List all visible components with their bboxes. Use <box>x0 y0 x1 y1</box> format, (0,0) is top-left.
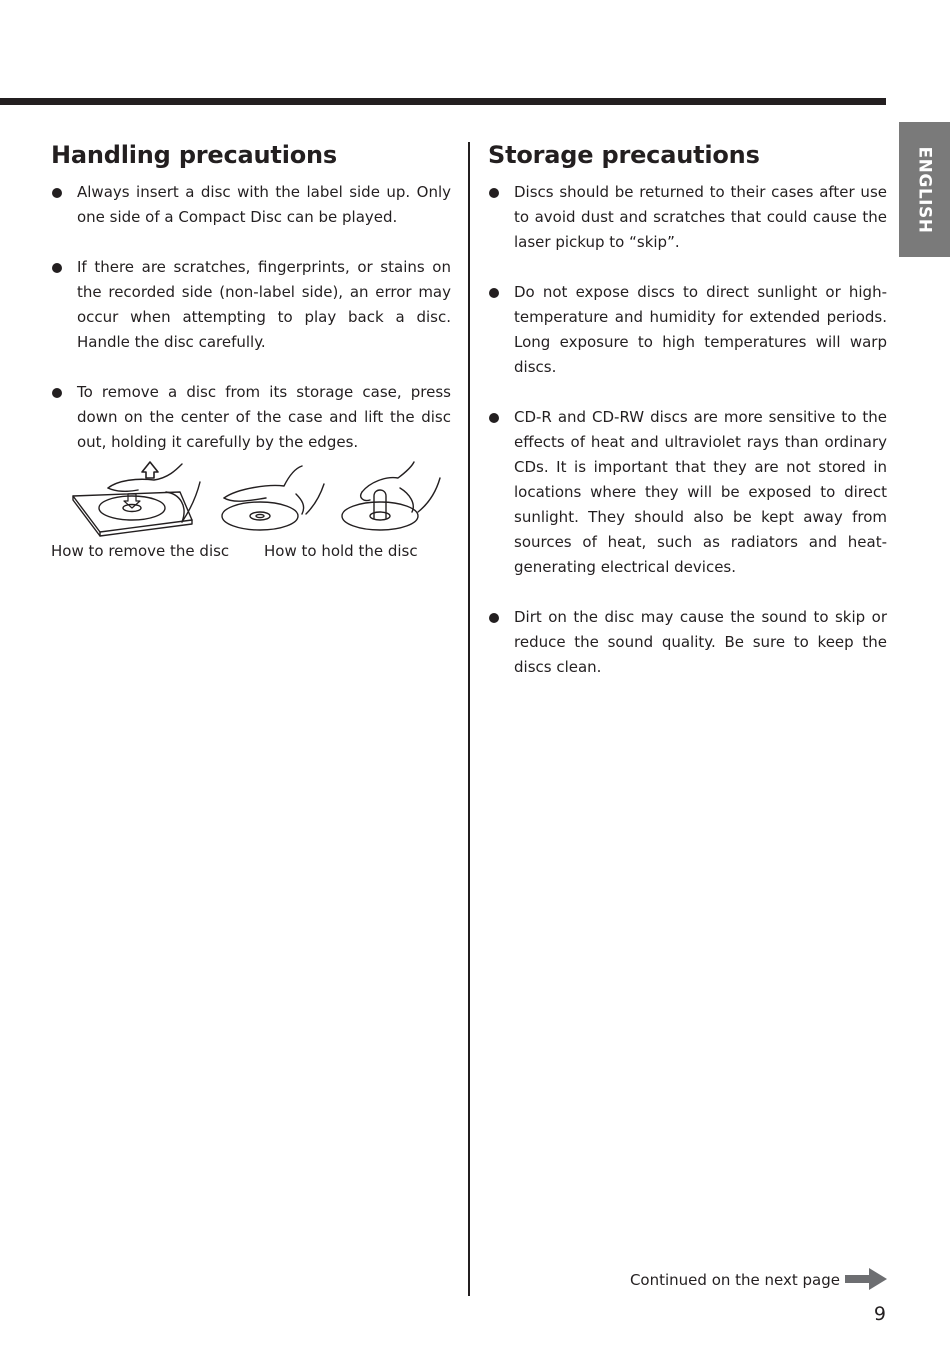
storage-item-text: CD-R and CD-RW discs are more sensitive to the effects of heat and ultraviolet rays than ordinary CDs. It is important that they are not stored in locations where they will be exposed to direct sunlight. They should also be kept away from sources of heat, such as radiators and heat-generating electrical devices. <box>514 408 887 576</box>
bullet-icon <box>489 288 499 298</box>
disc-handling-illustration <box>70 448 450 540</box>
hold-disc-caption: How to hold the disc <box>264 542 418 560</box>
handling-item-text: If there are scratches, fingerprints, or stains on the recorded side (non-label side), an error may occur when attempting to play back a disc. Handle the disc carefully. <box>77 258 451 351</box>
storage-item-text: Discs should be returned to their cases after use to avoid dust and scratches that could cause the laser pickup to “skip”. <box>514 183 887 251</box>
bullet-icon <box>52 388 62 398</box>
handling-item <box>51 255 451 355</box>
column-divider <box>468 142 470 1296</box>
language-tab <box>899 122 950 257</box>
storage-section <box>488 138 887 705</box>
bullet-icon <box>52 263 62 273</box>
storage-item <box>488 180 887 255</box>
handling-item-text: Always insert a disc with the label side up. Only one side of a Compact Disc can be played. <box>77 183 451 226</box>
storage-item-text: Do not expose discs to direct sunlight or high-temperature and humidity for extended periods. Long exposure to high temperatures will warp discs. <box>514 283 887 376</box>
remove-disc-drawing <box>73 462 200 536</box>
language-tab-label: ENGLISH <box>914 146 935 233</box>
bullet-icon <box>52 188 62 198</box>
hold-disc-drawing-1 <box>222 466 324 530</box>
continued-note: Continued on the next page <box>629 1271 840 1289</box>
storage-list <box>488 180 887 680</box>
storage-item-text: Dirt on the disc may cause the sound to skip or reduce the sound quality. Be sure to keep the discs clean. <box>514 608 887 676</box>
handling-item <box>51 380 451 455</box>
handling-item-text: To remove a disc from its storage case, press down on the center of the case and lift the disc out, holding it carefully by the edges. <box>77 383 451 451</box>
storage-item <box>488 605 887 680</box>
hold-disc-drawing-2 <box>342 462 440 530</box>
page-number: 9 <box>873 1303 886 1325</box>
storage-item <box>488 405 887 580</box>
handling-title: Handling precautions <box>51 141 337 169</box>
bullet-icon <box>489 613 499 623</box>
storage-title: Storage precautions <box>488 141 760 169</box>
arrow-right-icon <box>845 1268 887 1290</box>
handling-section <box>51 138 451 480</box>
bullet-icon <box>489 188 499 198</box>
bullet-icon <box>489 413 499 423</box>
handling-list <box>51 180 451 455</box>
top-rule <box>0 98 886 105</box>
handling-item <box>51 180 451 230</box>
remove-disc-caption: How to remove the disc <box>51 542 230 560</box>
storage-item <box>488 280 887 380</box>
